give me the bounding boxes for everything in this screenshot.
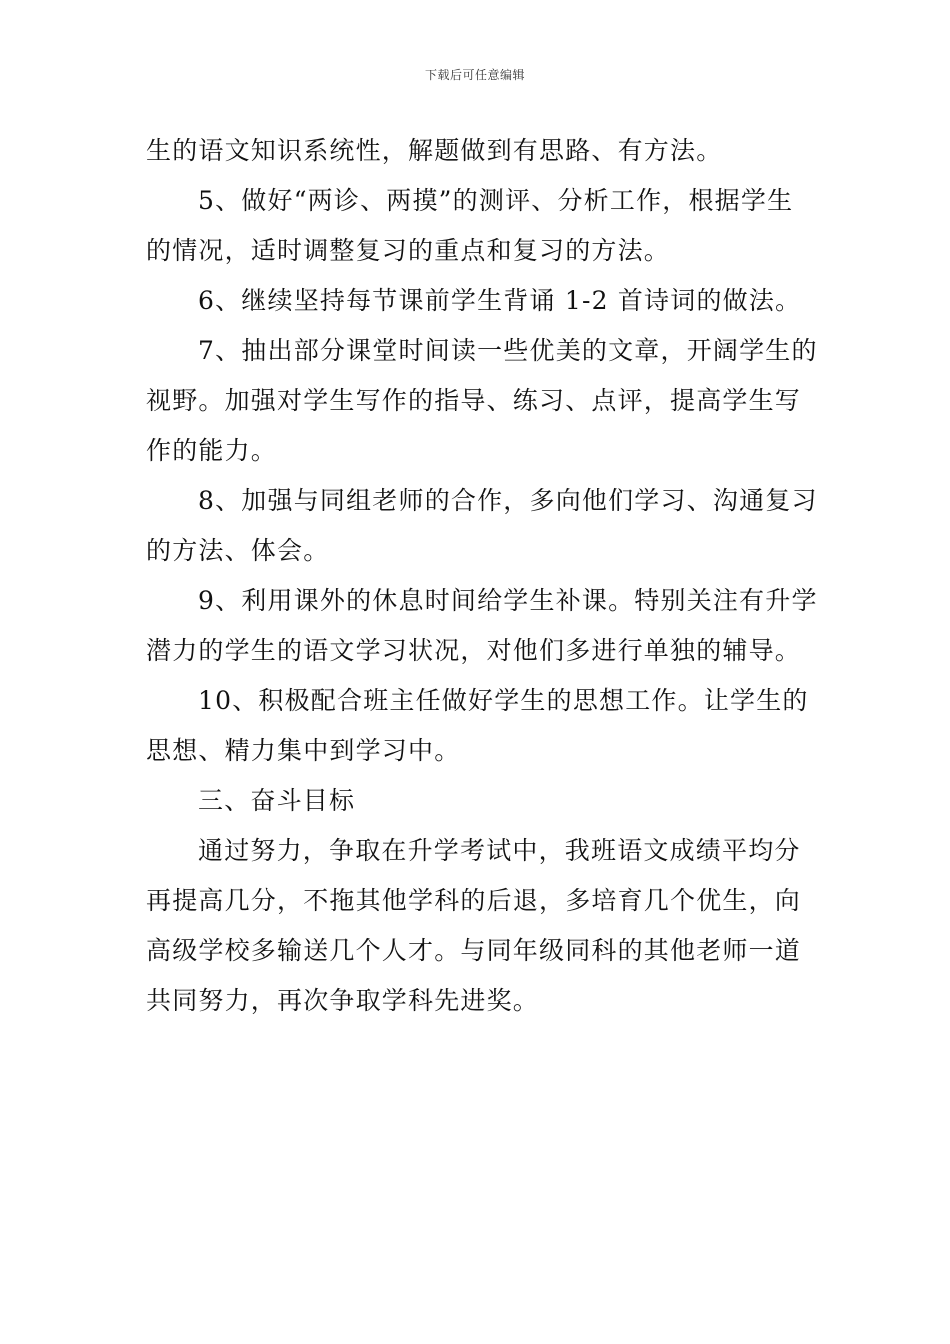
text-line: 通过努力，争取在升学考试中，我班语文成绩平均分 bbox=[198, 836, 801, 865]
text-line: 视野。加强对学生写作的指导、练习、点评，提高学生写 bbox=[146, 386, 802, 415]
text-line: 9、利用课外的休息时间给学生补课。特别关注有升学 bbox=[198, 586, 818, 615]
text-line: 10、积极配合班主任做好学生的思想工作。让学生的 bbox=[198, 686, 809, 715]
text-line: 高级学校多输送几个人才。与同年级同科的其他老师一道 bbox=[146, 936, 802, 965]
text-line: 7、抽出部分课堂时间读一些优美的文章，开阔学生的 bbox=[198, 336, 818, 365]
section-heading: 三、奋斗目标 bbox=[198, 786, 356, 815]
text-line: 的情况，适时调整复习的重点和复习的方法。 bbox=[146, 236, 671, 265]
text-line: 共同努力，再次争取学科先进奖。 bbox=[146, 986, 540, 1015]
text-line: 生的语文知识系统性，解题做到有思路、有方法。 bbox=[146, 136, 723, 165]
text-line: 的方法、体会。 bbox=[146, 536, 330, 565]
text-line: 作的能力。 bbox=[146, 436, 278, 465]
text-line: 潜力的学生的语文学习状况，对他们多进行单独的辅导。 bbox=[146, 636, 802, 665]
text-line: 5、做好“两诊、两摸”的测评、分析工作，根据学生 bbox=[198, 186, 794, 215]
document-body bbox=[146, 126, 818, 1026]
text-line: 8、加强与同组老师的合作，多向他们学习、沟通复习 bbox=[198, 486, 818, 515]
page-header-note: 下载后可任意编辑 bbox=[424, 68, 525, 82]
text-line: 再提高几分，不拖其他学科的后退，多培育几个优生，向 bbox=[146, 886, 802, 915]
text-line: 思想、精力集中到学习中。 bbox=[146, 736, 461, 765]
text-line: 6、继续坚持每节课前学生背诵 1-2 首诗词的做法。 bbox=[198, 286, 802, 315]
